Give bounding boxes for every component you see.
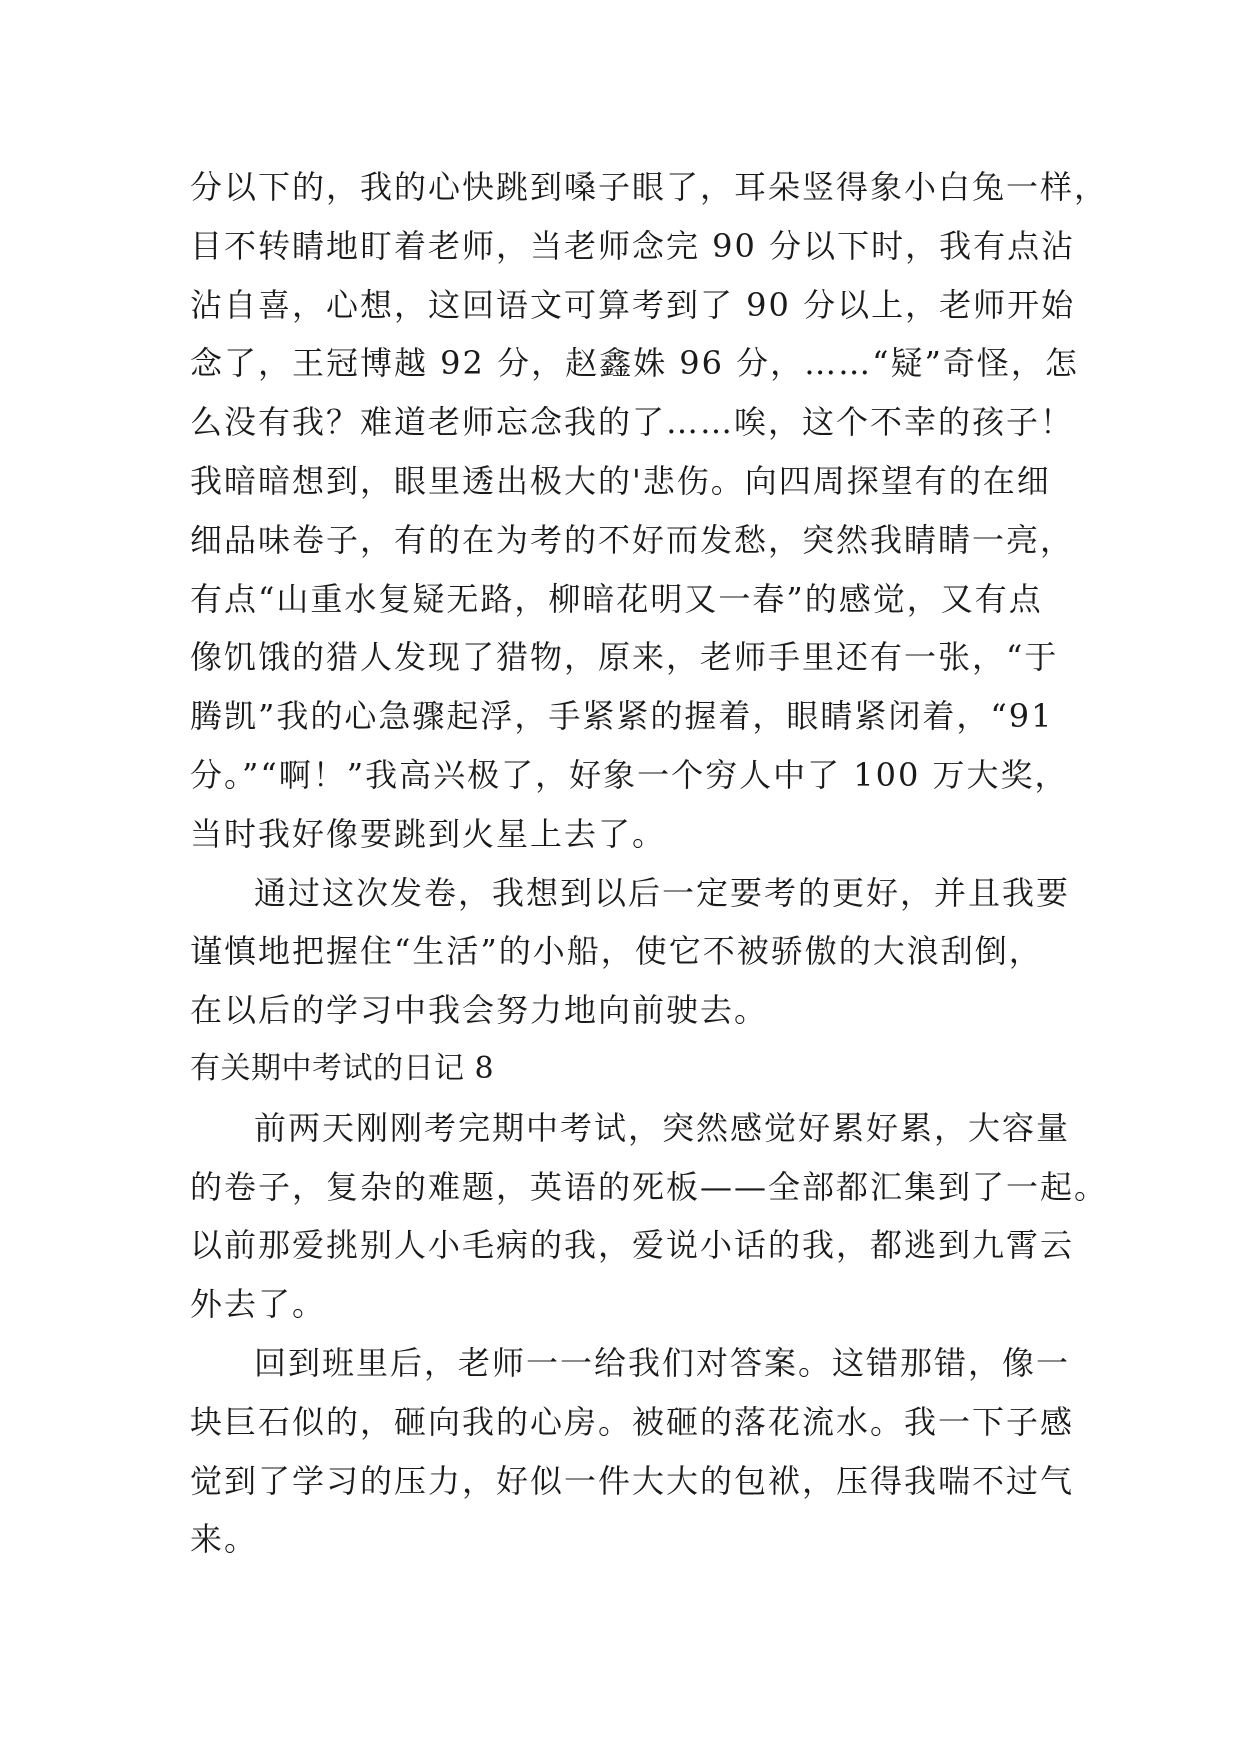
document-body [190, 158, 1109, 1569]
text-line: 像饥饿的猎人发现了猎物，原来，老师手里还有一张，“于 [190, 638, 1059, 677]
text-line: 目不转睛地盯着老师，当老师念完 90 分以下时，我有点沾 [190, 226, 1076, 265]
text-line: 外去了。 [190, 1285, 327, 1324]
text-line: 分。”“啊！”我高兴极了，好象一个穷人中了 100 万大奖， [190, 755, 1069, 794]
text-line: 分以下的，我的心快跳到嗓子眼了，耳朵竖得象小白兔一样， [190, 168, 1109, 206]
text-line: 以前那爱挑别人小毛病的我，爱说小话的我，都逃到九霄云 [190, 1226, 1075, 1265]
text-line: 么没有我？难道老师忘念我的了……唉，这个不幸的孩子！ [190, 403, 1075, 442]
text-line: 块巨石似的，砸向我的心房。被砸的落花流水。我一下子感 [190, 1402, 1075, 1441]
text-line: 通过这次发卷，我想到以后一定要考的更好，并且我要 [254, 873, 1071, 912]
text-line: 谨慎地把握住“生活”的小船，使它不被骄傲的大浪刮倒， [190, 932, 1043, 971]
text-line: 当时我好像要跳到火星上去了。 [190, 814, 667, 853]
text-line: 我暗暗想到，眼里透出极大的'悲伤。向四周探望有的在细 [190, 461, 1051, 500]
section-heading: 有关期中考试的日记 8 [190, 1050, 495, 1086]
text-line: 前两天刚刚考完期中考试，突然感觉好累好累，大容量 [254, 1108, 1071, 1147]
text-line: 觉到了学习的压力，好似一件大大的包袱，压得我喘不过气 [190, 1461, 1075, 1500]
paragraph-4 [190, 1334, 1075, 1569]
text-line: 沾自喜，心想，这回语文可算考到了 90 分以上，老师开始 [190, 285, 1076, 324]
paragraph-2 [190, 864, 1071, 1040]
text-line: 有点“山重水复疑无路，柳暗花明又一春”的感觉，又有点 [190, 579, 1043, 618]
text-line: 细品味卷子，有的在为考的不好而发愁，突然我睛睛一亮， [190, 520, 1075, 559]
text-line: 的卷子，复杂的难题，英语的死板——全部都汇集到了一起。 [190, 1167, 1109, 1206]
text-line: 在以后的学习中我会努力地向前驶去。 [190, 991, 769, 1030]
text-line: 回到班里后，老师一一给我们对答案。这错那错，像一 [254, 1343, 1071, 1382]
text-line: 腾凯”我的心急骤起浮，手紧紧的握着，眼睛紧闭着，“91 [190, 697, 1054, 736]
text-line: 来。 [190, 1520, 259, 1559]
paragraph-3 [190, 1099, 1109, 1334]
text-line: 念了，王冠博越 92 分，赵鑫姝 96 分，……“疑”奇怪，怎 [190, 344, 1079, 383]
paragraph-1 [190, 158, 1109, 864]
